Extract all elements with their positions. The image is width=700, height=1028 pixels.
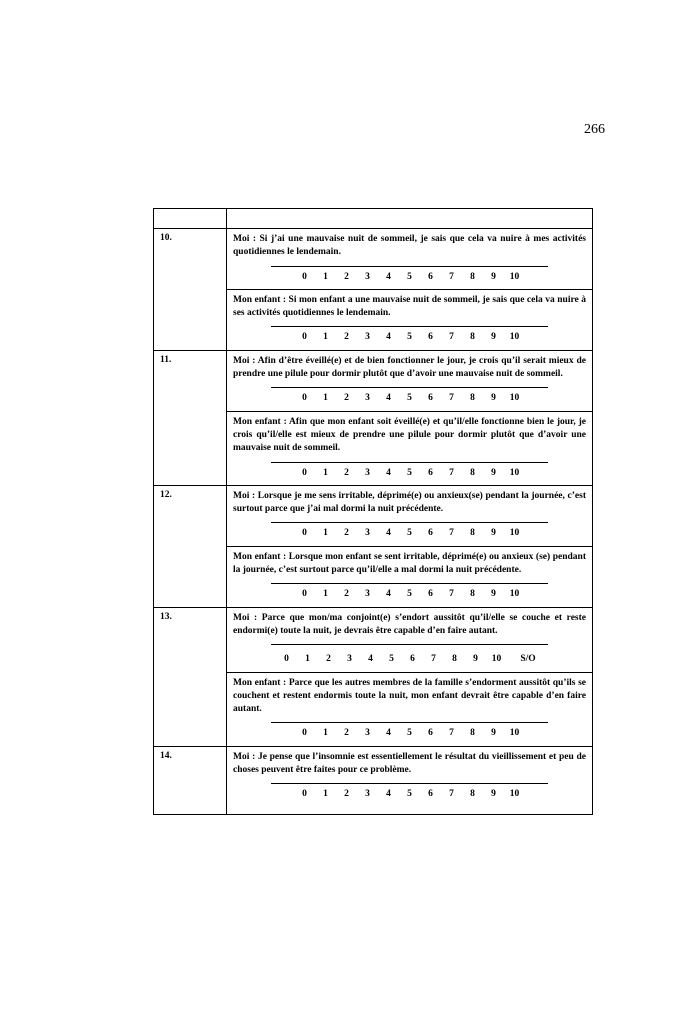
scale-value: 4 xyxy=(386,332,391,343)
scale-value: 2 xyxy=(326,654,331,665)
scale-value: 3 xyxy=(365,528,370,539)
header-row xyxy=(154,209,593,229)
scale-value: 0 xyxy=(302,789,307,800)
question-row xyxy=(154,485,593,607)
scale-line xyxy=(271,522,548,523)
rating-scale xyxy=(233,788,586,811)
scale-value: 9 xyxy=(491,271,496,282)
question-number: 10. xyxy=(154,229,227,351)
page-number: 266 xyxy=(584,122,605,137)
scale-value: 6 xyxy=(428,332,433,343)
scale-value: 3 xyxy=(365,467,370,478)
scale-value: 7 xyxy=(449,528,454,539)
scale-value: 0 xyxy=(284,654,289,665)
scale-value: 9 xyxy=(473,654,478,665)
header-cell-number xyxy=(154,209,227,229)
question-number: 14. xyxy=(154,746,227,814)
scale-value: 4 xyxy=(386,393,391,404)
scale-line xyxy=(271,326,548,327)
scale-value: 9 xyxy=(491,789,496,800)
scale-value: 8 xyxy=(470,271,475,282)
scale-value: 10 xyxy=(509,271,520,282)
scale-value: 10 xyxy=(509,789,520,800)
scale-value: 1 xyxy=(323,271,328,282)
rating-scale xyxy=(233,392,586,408)
scale-value: 6 xyxy=(428,589,433,600)
scale-line xyxy=(271,783,548,784)
statement-text: Moi : Lorsque je me sens irritable, déprimé(e) ou anxieux(se) pendant la journée, c’est surtout parce que j’ai mal dormi la nuit précédente. xyxy=(233,490,586,515)
scale-value: 8 xyxy=(470,528,475,539)
scale-value: 4 xyxy=(386,728,391,739)
scale-value: 1 xyxy=(323,589,328,600)
question-row xyxy=(154,350,593,485)
scale-value: 5 xyxy=(407,467,412,478)
scale-value: 9 xyxy=(491,589,496,600)
scale-value: 8 xyxy=(470,332,475,343)
scale-value: 6 xyxy=(428,271,433,282)
scale-value: 8 xyxy=(470,589,475,600)
scale-value: 2 xyxy=(344,789,349,800)
scale-value: 7 xyxy=(449,467,454,478)
scale-value: 1 xyxy=(323,789,328,800)
header-cell-text xyxy=(227,209,593,229)
scale-value: 9 xyxy=(491,528,496,539)
scale-value: 6 xyxy=(428,467,433,478)
scale-value: 6 xyxy=(428,393,433,404)
scale-value: 10 xyxy=(491,654,502,665)
scale-value: 6 xyxy=(428,789,433,800)
child-statement xyxy=(227,672,592,746)
scale-value: 2 xyxy=(344,589,349,600)
scale-value: 0 xyxy=(302,393,307,404)
scale-value: 0 xyxy=(302,271,307,282)
scale-value: 2 xyxy=(344,271,349,282)
scale-value: 7 xyxy=(449,789,454,800)
not-applicable-option: S/O xyxy=(520,654,536,665)
scale-value: 3 xyxy=(365,393,370,404)
scale-value: 4 xyxy=(386,589,391,600)
self-statement xyxy=(227,608,592,672)
scale-line xyxy=(271,266,548,267)
scale-value: 9 xyxy=(491,332,496,343)
statement-text: Moi : Si j’ai une mauvaise nuit de sommeil, je sais que cela va nuire à mes activités quotidiennes le lendemain. xyxy=(233,234,586,258)
scale-value: 10 xyxy=(509,728,520,739)
scale-line xyxy=(271,644,548,645)
scale-value: 2 xyxy=(344,528,349,539)
scale-value: 4 xyxy=(368,654,373,665)
question-cell xyxy=(227,485,593,607)
rating-scale xyxy=(233,588,586,604)
child-statement xyxy=(227,289,592,350)
statement-text: Moi : Parce que mon/ma conjoint(e) s’endort aussitôt qu’il/elle se couche et reste endormi(e) toute la nuit, je devrais être capable d’en faire autant. xyxy=(233,612,586,636)
scale-value: 1 xyxy=(323,393,328,404)
scale-value: 5 xyxy=(407,728,412,739)
scale-value: 7 xyxy=(449,393,454,404)
scale-value: 3 xyxy=(347,654,352,665)
scale-line xyxy=(271,387,548,388)
question-cell xyxy=(227,350,593,485)
rating-scale xyxy=(233,467,586,483)
statement-text: Mon enfant : Afin que mon enfant soit éveillé(e) et qu’il/elle fonctionne bien le jour, je crois qu’il/elle est mieux de prendre une pilule pour dormir plutôt que d’avoir une mauvaise nuit de sommeil. xyxy=(233,416,586,454)
scale-value: 4 xyxy=(386,528,391,539)
rating-scale xyxy=(233,653,586,669)
scale-value: 4 xyxy=(386,467,391,478)
scale-value: 1 xyxy=(323,467,328,478)
scale-value: 7 xyxy=(449,589,454,600)
child-statement xyxy=(227,411,592,485)
scale-value: 4 xyxy=(386,271,391,282)
question-row xyxy=(154,746,593,814)
statement-text: Moi : Je pense que l’insomnie est essentiellement le résultat du vieillissement et peu de choses peuvent être faites pour ce problème. xyxy=(233,751,586,776)
rating-scale xyxy=(233,331,586,347)
scale-value: 1 xyxy=(323,332,328,343)
rating-scale xyxy=(233,727,586,743)
scale-value: 3 xyxy=(365,728,370,739)
scale-value: 10 xyxy=(509,393,520,404)
rating-scale xyxy=(233,271,586,287)
statement-text: Mon enfant : Si mon enfant a une mauvaise nuit de sommeil, je sais que cela va nuire à ses activités quotidiennes le lendemain. xyxy=(233,294,586,319)
scale-value: 2 xyxy=(344,728,349,739)
scale-value: 2 xyxy=(344,467,349,478)
question-cell xyxy=(227,607,593,746)
question-cell xyxy=(227,746,593,814)
self-statement xyxy=(227,747,592,814)
self-statement xyxy=(227,229,592,289)
scale-value: 9 xyxy=(491,467,496,478)
question-number: 13. xyxy=(154,607,227,746)
scale-value: 1 xyxy=(323,728,328,739)
scale-value: 5 xyxy=(407,393,412,404)
scale-value: 6 xyxy=(428,728,433,739)
scale-value: 0 xyxy=(302,332,307,343)
scale-value: 3 xyxy=(365,789,370,800)
scale-value: 9 xyxy=(491,728,496,739)
question-row xyxy=(154,607,593,746)
scale-value: 8 xyxy=(470,728,475,739)
scale-value: 0 xyxy=(302,728,307,739)
scale-value: 8 xyxy=(452,654,457,665)
scale-value: 5 xyxy=(389,654,394,665)
scale-value: 0 xyxy=(302,589,307,600)
scale-value: 1 xyxy=(323,528,328,539)
statement-text: Moi : Afin d’être éveillé(e) et de bien fonctionner le jour, je crois qu’il serait mieux de prendre une pilule pour dormir plutôt que d’avoir une mauvaise nuit de sommeil. xyxy=(233,355,586,380)
self-statement xyxy=(227,351,592,411)
scale-value: 8 xyxy=(470,467,475,478)
scale-value: 8 xyxy=(470,789,475,800)
scale-line xyxy=(271,583,548,584)
question-number: 12. xyxy=(154,485,227,607)
scale-value: 1 xyxy=(305,654,310,665)
scale-value: 4 xyxy=(386,789,391,800)
self-statement xyxy=(227,486,592,546)
scale-value: 5 xyxy=(407,589,412,600)
rating-scale xyxy=(233,527,586,543)
question-cell xyxy=(227,229,593,351)
scale-value: 10 xyxy=(509,528,520,539)
scale-value: 7 xyxy=(449,332,454,343)
scale-value: 5 xyxy=(407,528,412,539)
scale-value: 2 xyxy=(344,393,349,404)
scale-value: 3 xyxy=(365,332,370,343)
scale-value: 0 xyxy=(302,528,307,539)
question-row xyxy=(154,229,593,351)
scale-value: 7 xyxy=(449,728,454,739)
scale-value: 3 xyxy=(365,589,370,600)
scale-value: 10 xyxy=(509,467,520,478)
statement-text: Mon enfant : Parce que les autres membres de la famille s’endorment aussitôt qu’ils se couchent et restent endormis toute la nuit, mon enfant devrait être capable d’en faire autant. xyxy=(233,677,586,715)
scale-value: 0 xyxy=(302,467,307,478)
scale-value: 10 xyxy=(509,589,520,600)
scale-value: 5 xyxy=(407,271,412,282)
scale-value: 10 xyxy=(509,332,520,343)
scale-value: 8 xyxy=(470,393,475,404)
scale-value: 3 xyxy=(365,271,370,282)
scale-line xyxy=(271,462,548,463)
scale-value: 2 xyxy=(344,332,349,343)
child-statement xyxy=(227,546,592,607)
scale-value: 7 xyxy=(431,654,436,665)
scale-value: 6 xyxy=(410,654,415,665)
statement-text: Mon enfant : Lorsque mon enfant se sent irritable, déprimé(e) ou anxieux (se) pendant la journée, c’est surtout parce qu’il/elle a mal dormi la nuit précédente. xyxy=(233,551,586,576)
scale-value: 5 xyxy=(407,332,412,343)
scale-value: 5 xyxy=(407,789,412,800)
scale-value: 7 xyxy=(449,271,454,282)
scale-line xyxy=(271,722,548,723)
scale-value: 9 xyxy=(491,393,496,404)
question-number: 11. xyxy=(154,350,227,485)
scale-value: 6 xyxy=(428,528,433,539)
questionnaire-table xyxy=(153,208,593,815)
